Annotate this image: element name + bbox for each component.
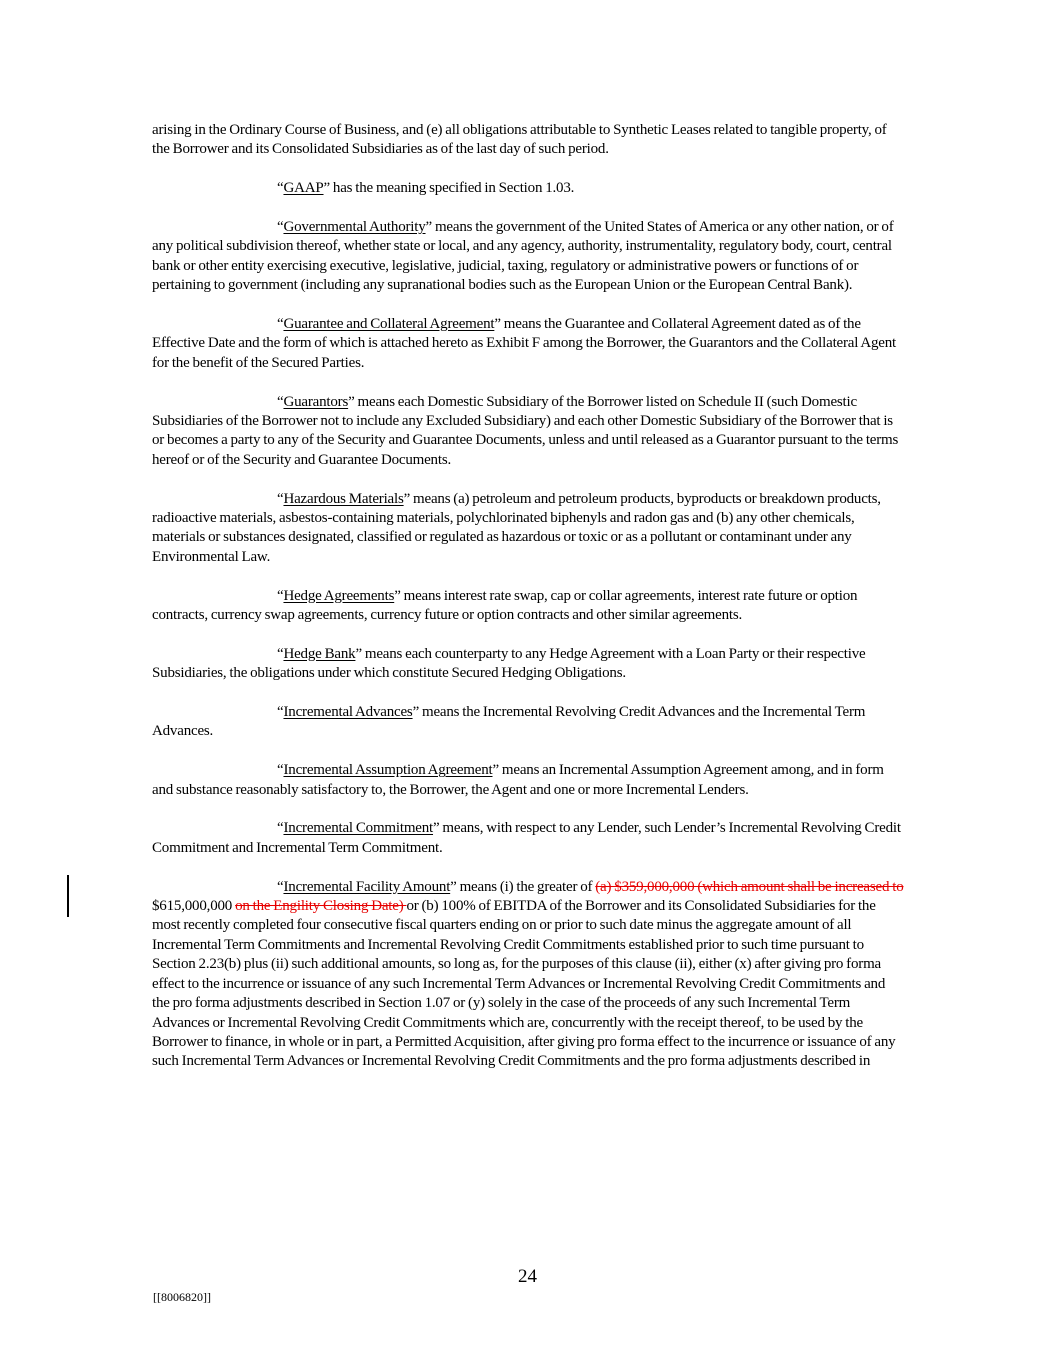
definition-paragraph — [152, 218, 904, 296]
definition-paragraph — [152, 179, 904, 198]
text-run: “ — [277, 219, 284, 235]
defined-term: Hazardous Materials — [283, 490, 404, 507]
page-number: 24 — [518, 1266, 537, 1287]
text-run: ” means the Guarantee and Collateral Agreement dated as of the Effective Date and the form of which is attached hereto as Exhibit F among the Borrower, the Guarantors and the Collateral Agent for the benefit of the Secured Parties. — [152, 316, 897, 371]
text-run: “ — [277, 645, 284, 662]
text-run: ” means an Incremental Assumption Agreement among, and in form and substance reasonably satisfactory to, the Borrower, the Agent and one or more Incremental Lenders. — [152, 762, 884, 798]
defined-term: Hedge Bank — [283, 645, 356, 662]
text-run: ” means the Incremental Revolving Credit Advances and the Incremental Term Advances. — [152, 704, 866, 740]
text-run: “ — [277, 316, 284, 333]
defined-term: Hedge Agreements — [283, 587, 395, 604]
text-run: arising in the Ordinary Course of Business, and (e) all obligations attributable to Synthetic Leases related to tangible property, of the Borrower and its Consolidated Subsidiaries as of the last day of such period. — [152, 122, 887, 158]
text-run: ” means (i) the greater of — [450, 878, 596, 895]
definition-paragraph — [152, 819, 904, 858]
text-run: or (b) 100% of EBITDA of the Borrower and its Consolidated Subsidiaries for the most recently completed four consecutive fiscal quarters ending on or prior to such date minus the aggregate amount of all Incremental Term Commitments and Incremental Revolving Credit Commitments established prior to such time pursuant to Section 2.23(b) plus (ii) such additional amounts, so long as, for the purposes of this clause (ii), either (x) after giving pro forma effect to the incurrence or issuance of any such Incremental Term Advances or Incremental Revolving Credit Commitments and the pro forma adjustments described in Section 1.07 or (y) solely in the case of the proceeds of any such Incremental Term Advances or Incremental Revolving Credit Commitments which are, concurrently with the receipt thereof, to be used by the Borrower to finance, in whole or in part, a Permitted Acquisition, after giving pro forma effect to the incurrence or issuance of any such Incremental Term Advances or Incremental Revolving Credit Commitments and the pro forma adjustments described in — [152, 898, 896, 1070]
definition-paragraph — [152, 587, 904, 626]
text-run: ” means interest rate swap, cap or collar agreements, interest rate future or option contracts, currency swap agreements, currency future or option contracts and other similar agreements. — [152, 587, 858, 624]
defined-term: Incremental Advances — [283, 704, 413, 721]
change-bar — [67, 875, 69, 917]
body-paragraph — [152, 121, 904, 160]
defined-term: GAAP — [283, 180, 324, 197]
document-content — [152, 121, 904, 1091]
text-run: “ — [277, 393, 284, 410]
text-run: ” means (a) petroleum and petroleum products, byproducts or breakdown products, radioactive materials, asbestos-containing materials, polychlorinated biphenyls and radon gas and (b) any other chemicals, materials or substances designated, classified or regulated as hazardous or toxic or as a pollutant or contaminant under any Environmental Law. — [152, 490, 881, 565]
text-run: “ — [277, 820, 284, 837]
definition-paragraph — [152, 490, 904, 568]
text-run: “ — [277, 704, 284, 721]
text-run: “ — [277, 180, 284, 197]
text-run: $615,000,000 — [152, 898, 236, 915]
document-id: [[8006820]] — [153, 1290, 211, 1304]
text-run: ” means each Domestic Subsidiary of the Borrower listed on Schedule II (such Domestic Subsidiaries of the Borrower not to include any Excluded Subsidiary) and each other Domestic Subsidiary of the Borrower that is or becomes a party to any of the Security and Guarantee Documents, unless and until released as a Guarantor pursuant to the terms hereof or of the Security and Guarantee Documents. — [152, 393, 899, 468]
defined-term: Guarantee and Collateral Agreement — [283, 316, 495, 333]
definition-paragraph — [152, 645, 904, 684]
defined-term: Governmental Authority — [283, 219, 426, 235]
text-run: “ — [277, 587, 284, 604]
defined-term: Incremental Assumption Agreement — [283, 762, 493, 779]
text-run: ” means, with respect to any Lender, such Lender’s Incremental Revolving Credit Commitment and Incremental Term Commitment. — [152, 820, 901, 856]
text-run: ” means the government of the United States of America or any other nation, or of any political subdivision thereof, whether state or local, and any agency, authority, instrumentality, regulatory body, court, central bank or other entity exercising executive, legislative, judicial, taxing, regulatory or administrative powers or functions of or pertaining to government (including any supranational bodies such as the European Union or the European Central Bank). — [152, 219, 894, 294]
definition-paragraph — [152, 315, 904, 373]
text-run: ” has the meaning specified in Section 1.03. — [323, 180, 575, 197]
text-run: “ — [277, 878, 284, 895]
definition-paragraph — [152, 878, 904, 1072]
definition-paragraph — [152, 703, 904, 742]
deleted-text-redline: (a) $359,000,000 (which amount shall be increased to — [595, 878, 904, 895]
text-run: ” means each counterparty to any Hedge Agreement with a Loan Party or their respective Subsidiaries, the obligations under which constitute Secured Hedging Obligations. — [152, 645, 866, 682]
defined-term: Incremental Facility Amount — [283, 878, 451, 895]
deleted-text-redline: on the Engility Closing Date) — [235, 898, 407, 915]
defined-term: Guarantors — [283, 393, 349, 410]
definition-paragraph — [152, 761, 904, 800]
text-run: “ — [277, 490, 284, 507]
defined-term: Incremental Commitment — [283, 820, 434, 837]
text-run: “ — [277, 762, 284, 779]
definition-paragraph — [152, 393, 904, 471]
